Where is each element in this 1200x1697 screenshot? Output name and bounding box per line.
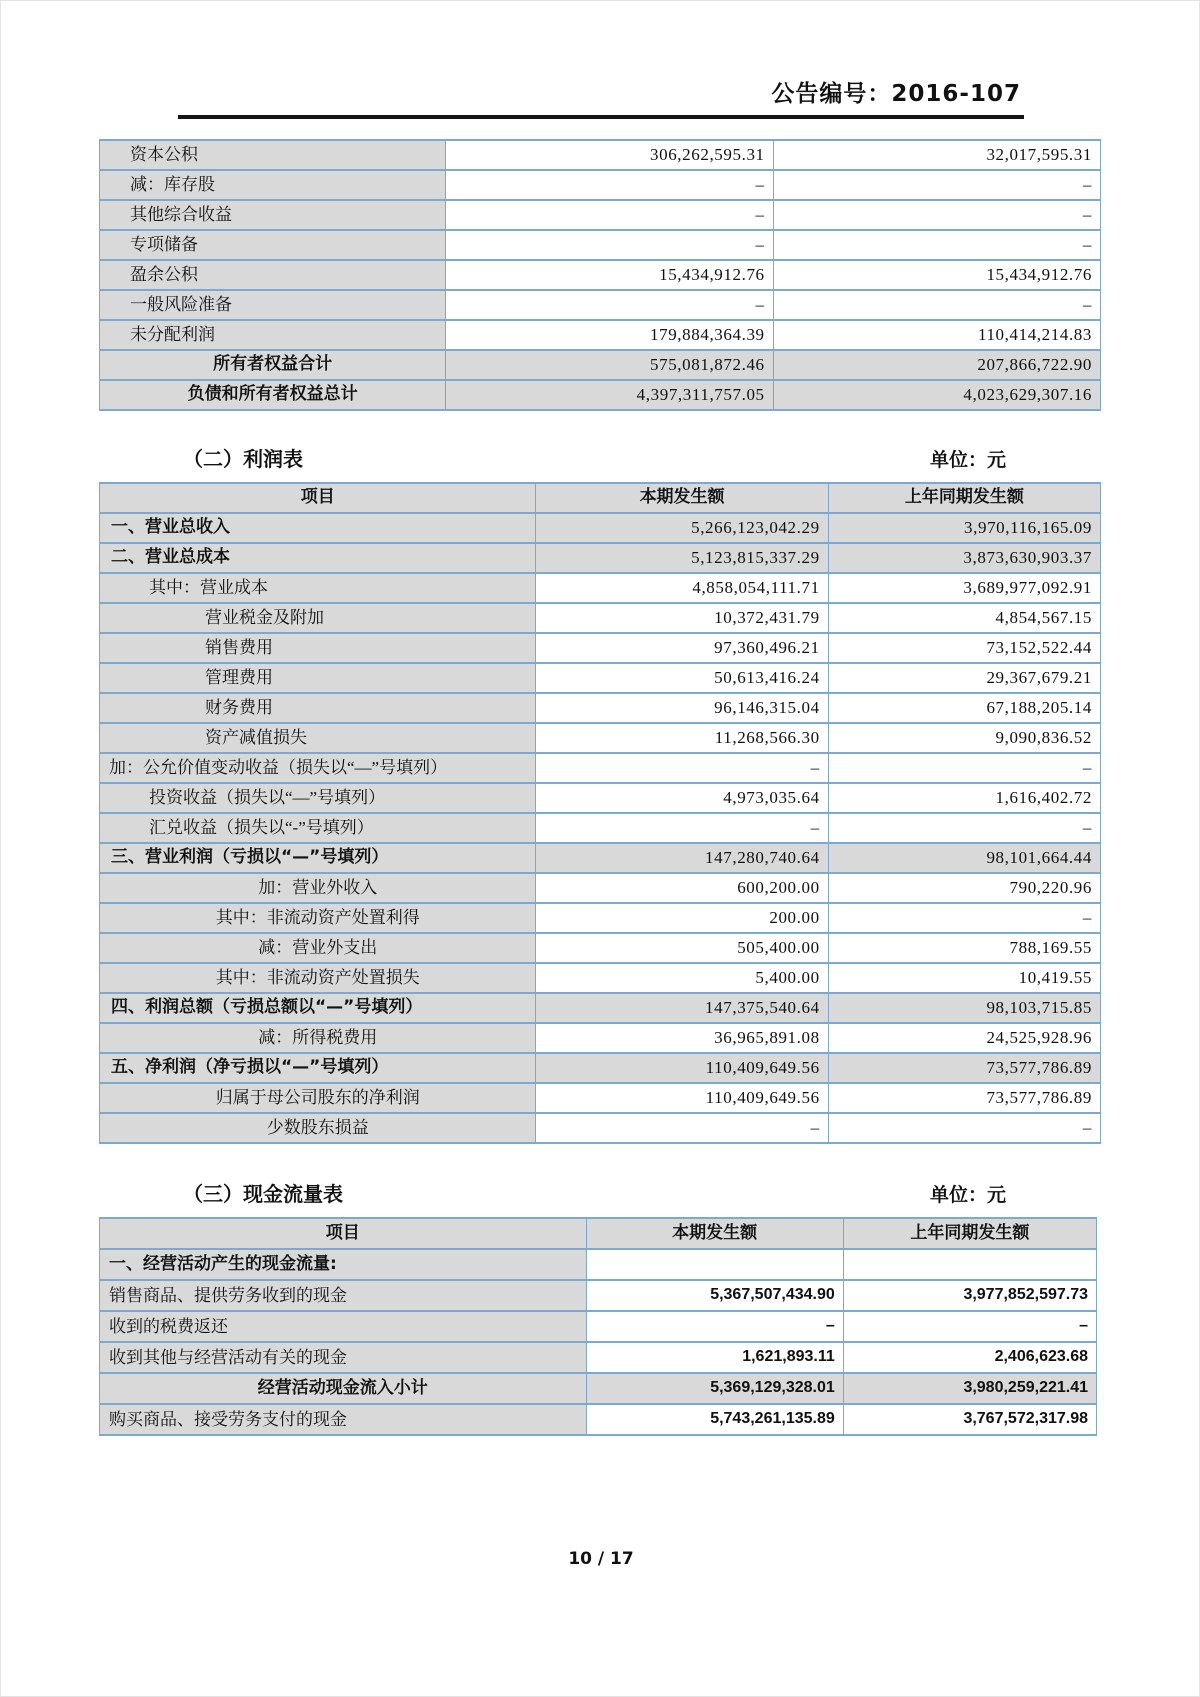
table-row [100,783,1101,813]
prior-period-value: 790,220.96 [828,873,1100,903]
row-label: 减：营业外支出 [100,933,536,963]
row-label: 投资收益（损失以“—”号填列） [100,783,536,813]
prior-period-value: – [828,813,1100,843]
prior-period-value: 1,616,402.72 [828,783,1100,813]
prior-period-value: – [773,170,1100,200]
table-row [100,993,1101,1023]
prior-period-value: 29,367,679.21 [828,663,1100,693]
row-label: 一、营业总收入 [100,513,536,543]
table-row [100,380,1101,410]
table-row [100,723,1101,753]
table-row [100,693,1101,723]
prior-period-value: – [828,753,1100,783]
table-row [100,350,1101,380]
prior-period-value: 67,188,205.14 [828,693,1100,723]
current-period-value: – [446,170,773,200]
current-period-value: 200.00 [536,903,828,933]
table-row [100,140,1101,170]
header-row [100,1218,1097,1249]
current-period-value: 147,280,740.64 [536,843,828,873]
current-period-value: 147,375,540.64 [536,993,828,1023]
table-row [100,753,1101,783]
column-header: 本期发生额 [586,1218,843,1249]
table-row [100,603,1101,633]
current-period-value: 96,146,315.04 [536,693,828,723]
table-row [100,543,1101,573]
cashflow-statement-heading [99,1178,1101,1207]
row-label: 一、经营活动产生的现金流量: [100,1249,587,1280]
table-row [100,320,1101,350]
announcement-number: 公告编号：2016-107 [771,81,1021,107]
prior-period-value: – [828,1113,1100,1143]
prior-period-value [843,1249,1096,1280]
row-label: 财务费用 [100,693,536,723]
current-period-value: 306,262,595.31 [446,140,773,170]
unit-label: 单位：元 [929,449,1006,471]
current-period-value: 575,081,872.46 [446,350,773,380]
prior-period-value: 73,152,522.44 [828,633,1100,663]
prior-period-value: 73,577,786.89 [828,1053,1100,1083]
table-row [100,1311,1097,1342]
table-row [100,933,1101,963]
prior-period-value: 98,101,664.44 [828,843,1100,873]
table-row [100,1342,1097,1373]
current-period-value: – [536,813,828,843]
current-period-value: 5,743,261,135.89 [586,1404,843,1435]
prior-period-value: 4,023,629,307.16 [773,380,1100,410]
table-row [100,903,1101,933]
column-header: 本期发生额 [536,483,828,513]
table-row [100,663,1101,693]
table-row [100,513,1101,543]
current-period-value: 505,400.00 [536,933,828,963]
prior-period-value: 2,406,623.68 [843,1342,1096,1373]
row-label: 负债和所有者权益总计 [100,380,446,410]
current-period-value: – [586,1311,843,1342]
current-period-value: 1,621,893.11 [586,1342,843,1373]
row-label: 收到的税费返还 [100,1311,587,1342]
prior-period-value: 10,419.55 [828,963,1100,993]
row-label: 五、净利润（净亏损以“—”号填列） [100,1053,536,1083]
prior-period-value: 73,577,786.89 [828,1083,1100,1113]
prior-period-value: 3,767,572,317.98 [843,1404,1096,1435]
section-title: （二）利润表 [183,447,303,471]
prior-period-value: – [828,903,1100,933]
prior-period-value: 3,980,259,221.41 [843,1373,1096,1404]
row-label: 销售商品、提供劳务收到的现金 [100,1280,587,1311]
table-row [100,963,1101,993]
header-row [100,483,1101,513]
table-row [100,1023,1101,1053]
current-period-value: 5,369,129,328.01 [586,1373,843,1404]
row-label: 加：营业外收入 [100,873,536,903]
current-period-value: – [446,290,773,320]
row-label: 购买商品、接受劳务支付的现金 [100,1404,587,1435]
prior-period-value: 207,866,722.90 [773,350,1100,380]
current-period-value: 5,123,815,337.29 [536,543,828,573]
prior-period-value: – [773,230,1100,260]
column-header: 项目 [100,1218,587,1249]
table-row [100,813,1101,843]
current-period-value: – [536,753,828,783]
prior-period-value: 4,854,567.15 [828,603,1100,633]
table-row [100,230,1101,260]
row-label: 归属于母公司股东的净利润 [100,1083,536,1113]
current-period-value: 97,360,496.21 [536,633,828,663]
row-label: 资产减值损失 [100,723,536,753]
row-label: 减：所得税费用 [100,1023,536,1053]
prior-period-value: 3,970,116,165.09 [828,513,1100,543]
current-period-value: 10,372,431.79 [536,603,828,633]
table-row [100,873,1101,903]
current-period-value: 4,858,054,111.71 [536,573,828,603]
current-period-value: 5,400.00 [536,963,828,993]
table-row [100,1053,1101,1083]
row-label: 其他综合收益 [100,200,446,230]
row-label: 未分配利润 [100,320,446,350]
current-period-value: 11,268,566.30 [536,723,828,753]
page-content [99,139,1101,1436]
current-period-value: 50,613,416.24 [536,663,828,693]
table-row [100,1249,1097,1280]
prior-period-value: 3,977,852,597.73 [843,1280,1096,1311]
table-row [100,290,1101,320]
section-title: （三）现金流量表 [183,1182,343,1206]
current-period-value: 600,200.00 [536,873,828,903]
table-row [100,1113,1101,1143]
row-label: 少数股东损益 [100,1113,536,1143]
current-period-value: 4,973,035.64 [536,783,828,813]
income-statement-heading [99,443,1101,472]
current-period-value: 5,367,507,434.90 [586,1280,843,1311]
row-label: 其中：营业成本 [100,573,536,603]
row-label: 加：公允价值变动收益（损失以“—”号填列） [100,753,536,783]
row-label: 其中：非流动资产处置利得 [100,903,536,933]
table-row [100,200,1101,230]
column-header: 上年同期发生额 [828,483,1100,513]
table-row [100,843,1101,873]
current-period-value: 110,409,649.56 [536,1083,828,1113]
current-period-value: 15,434,912.76 [446,260,773,290]
cash-flow-table [99,1217,1097,1436]
row-label: 三、营业利润（亏损以“—”号填列） [100,843,536,873]
current-period-value: – [446,230,773,260]
current-period-value: 179,884,364.39 [446,320,773,350]
row-label: 管理费用 [100,663,536,693]
row-label: 销售费用 [100,633,536,663]
row-label: 其中：非流动资产处置损失 [100,963,536,993]
row-label: 经营活动现金流入小计 [100,1373,587,1404]
current-period-value: 110,409,649.56 [536,1053,828,1083]
unit-label: 单位：元 [929,1184,1006,1206]
prior-period-value: 24,525,928.96 [828,1023,1100,1053]
row-label: 减：库存股 [100,170,446,200]
row-label: 汇兑收益（损失以“-”号填列） [100,813,536,843]
current-period-value: – [536,1113,828,1143]
table-row [100,260,1101,290]
current-period-value: 5,266,123,042.29 [536,513,828,543]
prior-period-value: 32,017,595.31 [773,140,1100,170]
table-row [100,633,1101,663]
prior-period-value: 15,434,912.76 [773,260,1100,290]
row-label: 四、利润总额（亏损总额以“—”号填列） [100,993,536,1023]
current-period-value: – [446,200,773,230]
prior-period-value: 788,169.55 [828,933,1100,963]
row-label: 所有者权益合计 [100,350,446,380]
row-label: 收到其他与经营活动有关的现金 [100,1342,587,1373]
table-row [100,1404,1097,1435]
table-row [100,1373,1097,1404]
column-header: 上年同期发生额 [843,1218,1096,1249]
income-statement-table [99,482,1101,1144]
table-row [100,1083,1101,1113]
row-label: 专项储备 [100,230,446,260]
row-label: 盈余公积 [100,260,446,290]
table-row [100,1280,1097,1311]
prior-period-value: 9,090,836.52 [828,723,1100,753]
prior-period-value: – [843,1311,1096,1342]
balance-sheet-table [99,139,1101,411]
prior-period-value: 110,414,214.83 [773,320,1100,350]
row-label: 一般风险准备 [100,290,446,320]
current-period-value: 36,965,891.08 [536,1023,828,1053]
prior-period-value: – [773,200,1100,230]
current-period-value: 4,397,311,757.05 [446,380,773,410]
current-period-value [586,1249,843,1280]
prior-period-value: 98,103,715.85 [828,993,1100,1023]
prior-period-value: 3,873,630,903.37 [828,543,1100,573]
prior-period-value: 3,689,977,092.91 [828,573,1100,603]
column-header: 项目 [100,483,536,513]
row-label: 资本公积 [100,140,446,170]
row-label: 营业税金及附加 [100,603,536,633]
table-row [100,573,1101,603]
header-rule [178,115,1024,119]
table-row [100,170,1101,200]
row-label: 二、营业总成本 [100,543,536,573]
page-number: 10 / 17 [568,1549,634,1569]
prior-period-value: – [773,290,1100,320]
